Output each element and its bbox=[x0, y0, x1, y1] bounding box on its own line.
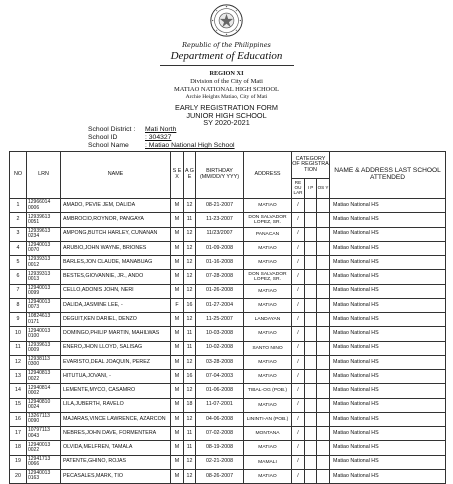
row-age: 12 bbox=[184, 313, 196, 327]
registration-table-body bbox=[10, 199, 446, 484]
table-row bbox=[10, 313, 446, 327]
row-number: 19 bbox=[10, 455, 27, 469]
table-row bbox=[10, 298, 446, 312]
row-address: MATIAO bbox=[244, 370, 292, 384]
row-name: HITUTUA,JOVANI, - bbox=[61, 370, 171, 384]
row-birthday: 01-26-2008 bbox=[196, 284, 244, 298]
table-row bbox=[10, 241, 446, 255]
school-district-label: School District : bbox=[88, 126, 136, 133]
school-name-line bbox=[88, 142, 235, 149]
row-age: 12 bbox=[184, 284, 196, 298]
row-category-regular: / bbox=[292, 398, 305, 412]
row-sex: M bbox=[171, 227, 184, 241]
school-heading: MATIAO NATIONAL HIGH SCHOOL bbox=[173, 86, 279, 93]
row-sex: M bbox=[171, 199, 184, 213]
row-lrn: 10797113 0043 bbox=[27, 427, 61, 441]
row-name: DALIDA,JASMINE LEE, - bbox=[61, 298, 171, 312]
row-number: 12 bbox=[10, 355, 27, 369]
row-last-school: Matiao National HS bbox=[330, 227, 446, 241]
row-birthday: 01-09-2008 bbox=[196, 241, 244, 255]
row-lrn: 12940813 0022 bbox=[27, 370, 61, 384]
row-age: 12 bbox=[184, 227, 196, 241]
row-category-osy bbox=[317, 213, 330, 227]
row-sex: M bbox=[171, 384, 184, 398]
row-name: ARUBIO,JOHN WAYNE, BRIONES bbox=[61, 241, 171, 255]
row-sex: M bbox=[171, 256, 184, 270]
row-birthday: 08-26-2007 bbox=[196, 469, 244, 483]
row-last-school: Matiao National HS bbox=[330, 469, 446, 483]
header-category: CATEGORY OF REGISTRA TION bbox=[292, 152, 330, 179]
row-address: SANTO NINO bbox=[244, 341, 292, 355]
row-category-osy bbox=[317, 370, 330, 384]
row-address: MATIAO bbox=[244, 398, 292, 412]
row-category-osy bbox=[317, 469, 330, 483]
table-row bbox=[10, 427, 446, 441]
row-category-osy bbox=[317, 199, 330, 213]
row-last-school: Matiao National HS bbox=[330, 284, 446, 298]
row-number: 9 bbox=[10, 313, 27, 327]
row-name: AMBROCIO,ROYNOR, PANGAYA bbox=[61, 213, 171, 227]
row-address: PANACAN bbox=[244, 227, 292, 241]
row-name: LEMENTE,MYCO, CASAMRO bbox=[61, 384, 171, 398]
row-number: 4 bbox=[10, 241, 27, 255]
row-category-ip bbox=[305, 370, 317, 384]
row-number: 16 bbox=[10, 412, 27, 426]
row-address: LININTI-AN (POB.) bbox=[244, 412, 292, 426]
row-category-ip bbox=[305, 256, 317, 270]
school-year: SY 2020-2021 bbox=[203, 118, 250, 127]
row-birthday: 01-06-2008 bbox=[196, 384, 244, 398]
row-age: 11 bbox=[184, 213, 196, 227]
row-category-ip bbox=[305, 398, 317, 412]
row-address: MATIAO bbox=[244, 298, 292, 312]
row-age: 12 bbox=[184, 270, 196, 284]
row-category-osy bbox=[317, 313, 330, 327]
row-sex: F bbox=[171, 298, 184, 312]
row-birthday: 04-06-2008 bbox=[196, 412, 244, 426]
header-age: A G E bbox=[184, 152, 196, 199]
row-address: MATIAO bbox=[244, 441, 292, 455]
row-last-school: Matiao National HS bbox=[330, 441, 446, 455]
table-row bbox=[10, 327, 446, 341]
row-lrn: 12940013 0022 bbox=[27, 441, 61, 455]
row-address: TIBAL-OG (POB.) bbox=[244, 384, 292, 398]
row-last-school: Matiao National HS bbox=[330, 398, 446, 412]
row-sex: M bbox=[171, 313, 184, 327]
row-age: 16 bbox=[184, 370, 196, 384]
header-no: NO bbox=[10, 152, 27, 199]
row-category-regular: / bbox=[292, 441, 305, 455]
table-row bbox=[10, 370, 446, 384]
row-name: EVARISTO,DEAL JOAQUIN, PEREZ bbox=[61, 355, 171, 369]
row-lrn: 12940810 0024 bbox=[27, 398, 61, 412]
row-category-osy bbox=[317, 341, 330, 355]
school-id-value: : 304327 bbox=[145, 134, 172, 141]
row-sex: M bbox=[171, 284, 184, 298]
row-name: NEBRES,JOHN DAVE, FORMENTERA bbox=[61, 427, 171, 441]
row-age: 12 bbox=[184, 455, 196, 469]
deped-seal-icon bbox=[210, 4, 243, 37]
row-category-regular: / bbox=[292, 455, 305, 469]
row-age: 11 bbox=[184, 341, 196, 355]
row-category-osy bbox=[317, 355, 330, 369]
row-number: 2 bbox=[10, 213, 27, 227]
row-lrn: 13267113 0090 bbox=[27, 412, 61, 426]
row-birthday: 07-28-2008 bbox=[196, 270, 244, 284]
row-address: DON SALVADOR LOPEZ, SR. bbox=[244, 213, 292, 227]
row-category-regular: / bbox=[292, 199, 305, 213]
row-category-ip bbox=[305, 341, 317, 355]
row-sex: M bbox=[171, 213, 184, 227]
row-last-school: Matiao National HS bbox=[330, 327, 446, 341]
school-name-label: School Name bbox=[88, 142, 129, 149]
header-category-osy: OS Y bbox=[317, 179, 330, 199]
row-category-regular: / bbox=[292, 341, 305, 355]
row-number: 10 bbox=[10, 327, 27, 341]
row-last-school: Matiao National HS bbox=[330, 199, 446, 213]
row-category-ip bbox=[305, 327, 317, 341]
row-last-school: Matiao National HS bbox=[330, 384, 446, 398]
table-row bbox=[10, 469, 446, 483]
row-lrn: 12940013 0070 bbox=[27, 241, 61, 255]
row-category-ip bbox=[305, 298, 317, 312]
row-last-school: Matiao National HS bbox=[330, 427, 446, 441]
row-last-school: Matiao National HS bbox=[330, 412, 446, 426]
table-row bbox=[10, 256, 446, 270]
row-last-school: Matiao National HS bbox=[330, 213, 446, 227]
row-lrn: 12938113 0300 bbox=[27, 355, 61, 369]
row-lrn: 12940013 0100 bbox=[27, 327, 61, 341]
row-birthday: 11/23/2007 bbox=[196, 227, 244, 241]
row-name: PECASALES,MARK, TIO bbox=[61, 469, 171, 483]
row-name: BESTES,GIOVANNIE, JR., ANDO bbox=[61, 270, 171, 284]
row-category-ip bbox=[305, 270, 317, 284]
row-name: AMADO, PEVIE JEM, DALIDA bbox=[61, 199, 171, 213]
row-sex: M bbox=[171, 398, 184, 412]
row-age: 12 bbox=[184, 241, 196, 255]
row-category-ip bbox=[305, 384, 317, 398]
row-category-ip bbox=[305, 199, 317, 213]
row-category-osy bbox=[317, 227, 330, 241]
row-category-osy bbox=[317, 455, 330, 469]
row-category-regular: / bbox=[292, 427, 305, 441]
row-address: MATIAO bbox=[244, 284, 292, 298]
row-category-ip bbox=[305, 355, 317, 369]
table-row bbox=[10, 213, 446, 227]
row-address: MATIAO bbox=[244, 327, 292, 341]
row-category-regular: / bbox=[292, 270, 305, 284]
row-age: 11 bbox=[184, 441, 196, 455]
row-number: 6 bbox=[10, 270, 27, 284]
row-age: 12 bbox=[184, 199, 196, 213]
row-last-school: Matiao National HS bbox=[330, 241, 446, 255]
row-name: PATENTE,GHINO, ROJAS bbox=[61, 455, 171, 469]
school-district-value: Mati North bbox=[145, 126, 177, 133]
table-row bbox=[10, 227, 446, 241]
row-name: DOMINGO,PHILIP MARTIN, MAHILWAS bbox=[61, 327, 171, 341]
row-sex: M bbox=[171, 241, 184, 255]
row-lrn: 12940013 0073 bbox=[27, 298, 61, 312]
row-name: BARLES,JON CLAUDE, MANABUAG bbox=[61, 256, 171, 270]
row-lrn: 12940013 0099 bbox=[27, 284, 61, 298]
row-birthday: 11-25-2007 bbox=[196, 313, 244, 327]
row-lrn: 10824613 0171 bbox=[27, 313, 61, 327]
row-birthday: 10-03-2008 bbox=[196, 327, 244, 341]
row-last-school: Matiao National HS bbox=[330, 355, 446, 369]
header-category-ip: I P bbox=[305, 179, 317, 199]
row-age: 12 bbox=[184, 469, 196, 483]
row-birthday: 11-07-2001 bbox=[196, 398, 244, 412]
row-lrn: 12939613 0009 bbox=[27, 341, 61, 355]
table-row bbox=[10, 412, 446, 426]
row-number: 13 bbox=[10, 370, 27, 384]
row-age: 12 bbox=[184, 412, 196, 426]
table-row bbox=[10, 455, 446, 469]
school-id-line bbox=[88, 134, 171, 141]
row-last-school: Matiao National HS bbox=[330, 370, 446, 384]
school-district-line bbox=[88, 126, 176, 133]
row-number: 15 bbox=[10, 398, 27, 412]
row-category-ip bbox=[305, 284, 317, 298]
row-lrn: 12939613 0051 bbox=[27, 213, 61, 227]
row-category-osy bbox=[317, 398, 330, 412]
row-category-ip bbox=[305, 313, 317, 327]
row-category-ip bbox=[305, 469, 317, 483]
row-sex: M bbox=[171, 469, 184, 483]
table-row bbox=[10, 384, 446, 398]
region-heading: REGION XI bbox=[209, 70, 244, 77]
row-last-school: Matiao National HS bbox=[330, 313, 446, 327]
school-address: Archie Heights Matiao, City of Mati bbox=[185, 94, 268, 100]
row-category-regular: / bbox=[292, 384, 305, 398]
header-last-school: NAME & ADDRESS LAST SCHOOL ATTENDED bbox=[330, 152, 446, 199]
row-sex: M bbox=[171, 455, 184, 469]
row-birthday: 01-16-2008 bbox=[196, 256, 244, 270]
row-sex: M bbox=[171, 355, 184, 369]
row-category-regular: / bbox=[292, 298, 305, 312]
row-lrn: 12941713 0066 bbox=[27, 455, 61, 469]
row-category-ip bbox=[305, 455, 317, 469]
row-lrn: 12940013 0163 bbox=[27, 469, 61, 483]
row-category-regular: / bbox=[292, 284, 305, 298]
row-number: 20 bbox=[10, 469, 27, 483]
row-name: ENERO,JHON LLOYD, SALISAG bbox=[61, 341, 171, 355]
row-address: MATIAO bbox=[244, 355, 292, 369]
row-birthday: 02-21-2008 bbox=[196, 455, 244, 469]
row-lrn: 12939613 0234 bbox=[27, 227, 61, 241]
row-number: 17 bbox=[10, 427, 27, 441]
row-number: 7 bbox=[10, 284, 27, 298]
row-birthday: 10-02-2008 bbox=[196, 341, 244, 355]
row-category-regular: / bbox=[292, 313, 305, 327]
republic-heading: Republic of the Philippines bbox=[182, 41, 271, 49]
row-address: MATIAO bbox=[244, 256, 292, 270]
row-sex: M bbox=[171, 327, 184, 341]
row-category-osy bbox=[317, 284, 330, 298]
header-category-regular: RE OU LAR bbox=[292, 179, 305, 199]
row-category-osy bbox=[317, 241, 330, 255]
row-birthday: 08-21-2007 bbox=[196, 199, 244, 213]
row-lrn: 12939313 0013 bbox=[27, 270, 61, 284]
row-number: 11 bbox=[10, 341, 27, 355]
row-last-school: Matiao National HS bbox=[330, 256, 446, 270]
row-address: MAMALI bbox=[244, 455, 292, 469]
letterhead-divider bbox=[160, 65, 294, 66]
row-category-regular: / bbox=[292, 327, 305, 341]
row-category-ip bbox=[305, 227, 317, 241]
row-category-ip bbox=[305, 241, 317, 255]
row-age: 12 bbox=[184, 256, 196, 270]
row-category-regular: / bbox=[292, 469, 305, 483]
row-birthday: 01-27-2004 bbox=[196, 298, 244, 312]
row-age: 12 bbox=[184, 384, 196, 398]
row-number: 14 bbox=[10, 384, 27, 398]
row-sex: M bbox=[171, 270, 184, 284]
row-address: DON SALVADOR LOPEZ, SR. bbox=[244, 270, 292, 284]
row-number: 1 bbox=[10, 199, 27, 213]
row-birthday: 08-19-2008 bbox=[196, 441, 244, 455]
row-address: MONTANA bbox=[244, 427, 292, 441]
row-birthday: 07-04-2003 bbox=[196, 370, 244, 384]
row-category-regular: / bbox=[292, 241, 305, 255]
table-row bbox=[10, 284, 446, 298]
row-number: 5 bbox=[10, 256, 27, 270]
row-category-ip bbox=[305, 213, 317, 227]
row-category-ip bbox=[305, 412, 317, 426]
header-birthday: BIRTHDAY (MM/DD/Y YYY) bbox=[196, 152, 244, 199]
table-row bbox=[10, 270, 446, 284]
header-lrn: LRN bbox=[27, 152, 61, 199]
row-number: 3 bbox=[10, 227, 27, 241]
row-category-osy bbox=[317, 427, 330, 441]
school-name-value: : Matiao National High School bbox=[145, 142, 235, 149]
row-name: DEGUIT,KEN DARIEL, DENZO bbox=[61, 313, 171, 327]
row-name: MAJARAS,VINCE LAWRENCE, AZARCON bbox=[61, 412, 171, 426]
row-category-regular: / bbox=[292, 213, 305, 227]
row-lrn: 12966014 0006 bbox=[27, 199, 61, 213]
row-name: AMPONG,BUTCH HARLEY, CUNANAN bbox=[61, 227, 171, 241]
row-birthday: 03-28-2008 bbox=[196, 355, 244, 369]
table-row bbox=[10, 398, 446, 412]
row-category-regular: / bbox=[292, 355, 305, 369]
row-address: MATIAO bbox=[244, 469, 292, 483]
row-category-regular: / bbox=[292, 412, 305, 426]
row-category-osy bbox=[317, 256, 330, 270]
row-last-school: Matiao National HS bbox=[330, 298, 446, 312]
row-category-osy bbox=[317, 270, 330, 284]
form-subtitle: JUNIOR HIGH SCHOOL bbox=[186, 111, 267, 120]
registration-table bbox=[9, 151, 446, 484]
row-age: 18 bbox=[184, 398, 196, 412]
row-age: 11 bbox=[184, 327, 196, 341]
header-address: ADDRESS bbox=[244, 152, 292, 199]
header-sex: S E X bbox=[171, 152, 184, 199]
table-row bbox=[10, 199, 446, 213]
department-heading: Department of Education bbox=[170, 50, 283, 62]
header-name: NAME bbox=[61, 152, 171, 199]
row-category-regular: / bbox=[292, 256, 305, 270]
row-age: 12 bbox=[184, 355, 196, 369]
row-number: 18 bbox=[10, 441, 27, 455]
row-age: 16 bbox=[184, 298, 196, 312]
row-last-school: Matiao National HS bbox=[330, 455, 446, 469]
row-number: 8 bbox=[10, 298, 27, 312]
school-id-label: School ID bbox=[88, 134, 118, 141]
row-sex: M bbox=[171, 341, 184, 355]
form-title: EARLY REGISTRATION FORM bbox=[175, 103, 278, 112]
row-last-school: Matiao National HS bbox=[330, 341, 446, 355]
row-name: LILA,JUBERTH, RAVELO bbox=[61, 398, 171, 412]
row-category-ip bbox=[305, 427, 317, 441]
row-category-regular: / bbox=[292, 370, 305, 384]
row-sex: M bbox=[171, 412, 184, 426]
row-category-regular: / bbox=[292, 227, 305, 241]
row-name: CELLO,ADONIS JOHN, NERI bbox=[61, 284, 171, 298]
row-lrn: 12940814 0002 bbox=[27, 384, 61, 398]
row-age: 11 bbox=[184, 427, 196, 441]
row-category-osy bbox=[317, 412, 330, 426]
row-lrn: 12939313 0012 bbox=[27, 256, 61, 270]
table-row bbox=[10, 355, 446, 369]
table-row bbox=[10, 341, 446, 355]
row-birthday: 11-23-2007 bbox=[196, 213, 244, 227]
row-sex: M bbox=[171, 370, 184, 384]
row-last-school: Matiao National HS bbox=[330, 270, 446, 284]
row-sex: M bbox=[171, 441, 184, 455]
division-heading: Division of the City of Mati bbox=[190, 78, 263, 85]
row-address: MATIAO bbox=[244, 241, 292, 255]
row-address: LANDAYAN bbox=[244, 313, 292, 327]
row-category-osy bbox=[317, 384, 330, 398]
row-address: MATIAO bbox=[244, 199, 292, 213]
row-category-osy bbox=[317, 298, 330, 312]
row-sex: M bbox=[171, 427, 184, 441]
row-category-osy bbox=[317, 327, 330, 341]
row-name: OLVIDA,MELFREN, TAMALA bbox=[61, 441, 171, 455]
row-birthday: 07-02-2008 bbox=[196, 427, 244, 441]
